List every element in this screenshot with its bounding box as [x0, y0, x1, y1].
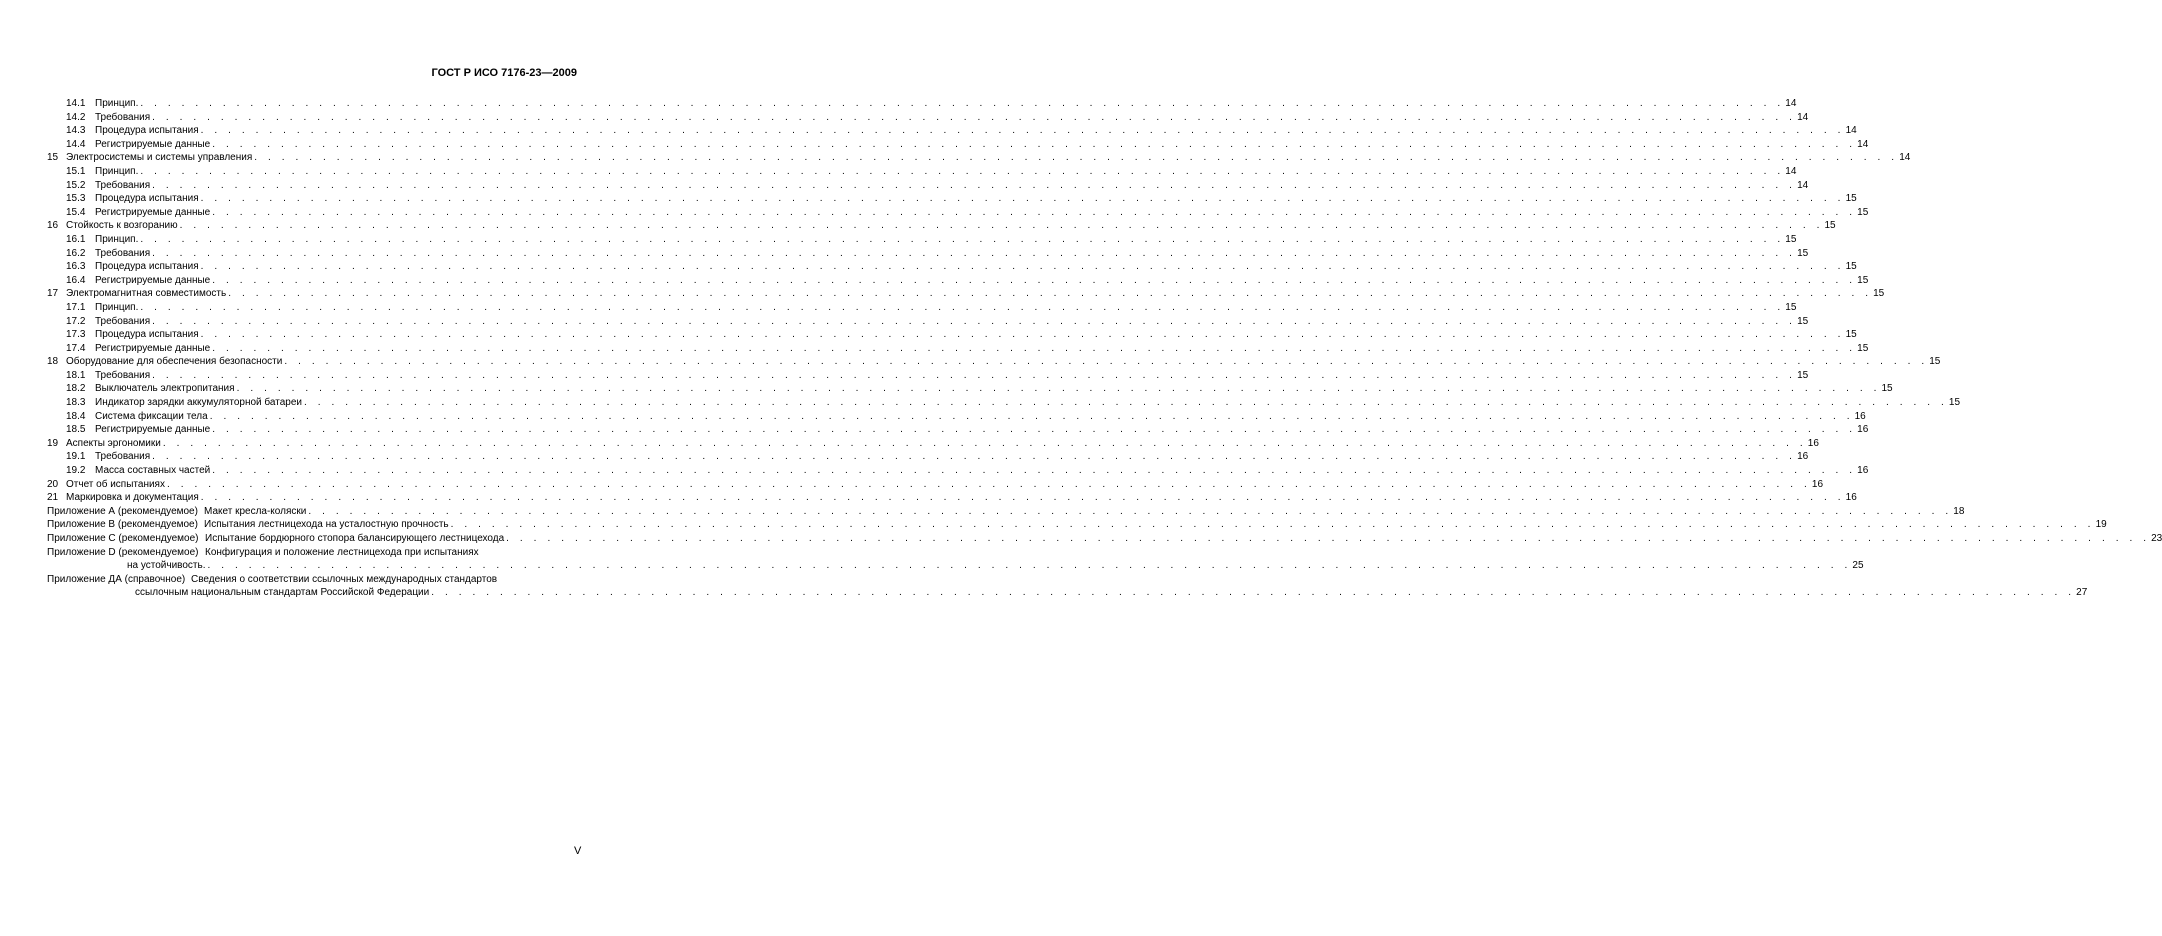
document-code: ГОСТ Р ИСО 7176-23—2009	[431, 67, 577, 79]
appendix-page: 27	[2076, 587, 2088, 599]
toc-entry-title: Процедура испытания	[95, 261, 199, 273]
toc-entry-title: Процедура испытания	[95, 193, 199, 205]
toc-entry-number: 19.2	[66, 465, 86, 477]
toc-entry-title: Требования	[95, 451, 151, 463]
leader-dots: . . . . . . . . . . . . . . . . . . . . . . . . . . . . . . . . . . . . . . . . . . . . . . . . . . . . . . . . . . . . . . . . . . . . . . . . . . . . . . . . . . . . . . . . . . . . . . . . . . . . . . . . . . . . . . . . . . . . . . . .	[200, 125, 1845, 137]
appendix-entry[interactable]	[47, 532, 2162, 546]
toc-entry-number: 14.4	[66, 138, 86, 150]
toc-entry-page: 16	[1857, 465, 1869, 477]
appendix-label: Приложение D (рекомендуемое)	[47, 546, 199, 558]
toc-entry-title: Система фиксации тела	[95, 410, 208, 422]
appendix-label: Приложение С (рекомендуемое)	[47, 533, 199, 544]
toc-entry-page: 16	[1807, 437, 1819, 449]
leader-dots: . . . . . . . . . . . . . . . . . . . . . . . . . . . . . . . . . . . . . . . . . . . . . . . . . . . . . . . . . . . . . . . . . . . . . . . . . . . . . . . . . . . . . . . . . . . . . . . . . . . . . . . . . . . . . . . . . . . . . . . .	[140, 165, 1785, 177]
leader-dots: . . . . . . . . . . . . . . . . . . . . . . . . . . . . . . . . . . . . . . . . . . . . . . . . . . . . . . . . . . . . . . . . . . . . . . . . . . . . . . . . . . . . . . . . . . . . . . . . . . . . . . . . . . . . . . . . . . . . . . . .	[212, 138, 1857, 150]
toc-entry-page: 14	[1797, 179, 1809, 191]
toc-entry-number: 18	[47, 356, 59, 368]
toc-entry-page: 14	[1785, 165, 1797, 177]
toc-entry-title: Требования	[95, 369, 151, 381]
toc-entry-page: 15	[1785, 301, 1797, 313]
leader-dots: . . . . . . . . . . . . . . . . . . . . . . . . . . . . . . . . . . . . . . . . . . . . . . . . . . . . . . . . . . . . . . . . . . . . . . . . . . . . . . . . . . . . . . . . . . . . . . . . . . . . . . . . . . . . . . . . . . . . . . . .	[162, 437, 1807, 449]
toc-entry[interactable]	[47, 410, 1866, 424]
toc-entry-page: 16	[1854, 410, 1866, 422]
leader-dots: . . . . . . . . . . . . . . . . . . . . . . . . . . . . . . . . . . . . . . . . . . . . . . . . . . . . . . . . . . . . . . . . . . . . . . . . . . . . . . . . . . . . . . . . . . . . . . . . . . . . . . . . . . . . . . . . . . . . . . . .	[140, 301, 1785, 313]
toc-entry-page: 15	[1948, 397, 1961, 409]
appendix-title-continued: ссылочным национальным стандартам Российской Федерации	[135, 587, 430, 599]
toc-entry[interactable]	[47, 369, 1809, 383]
table-of-contents	[47, 97, 2162, 600]
toc-entry[interactable]	[47, 151, 1911, 165]
leader-dots: . . . . . . . . . . . . . . . . . . . . . . . . . . . . . . . . . . . . . . . . . . . . . . . . . . . . . . . . . . . . . . . . . . . . . . . . . . . . . . . . . . . . . . . . . . . . . . . . . . . . . . . . . . . . . . . . . . . . . . . .	[152, 111, 1797, 123]
toc-entry-number: 20	[47, 478, 59, 490]
toc-entry-page: 15	[1929, 356, 1941, 368]
leader-dots: . . . . . . . . . . . . . . . . . . . . . . . . . . . . . . . . . . . . . . . . . . . . . . . . . . . . . . . . . . . . . . . . . . . . . . . . . . . . . . . . . . . . . . . . . . . . . . . . . . . . . . . . . . . . . . . . . . . . . . . .	[166, 478, 1811, 490]
toc-entry-number: 17.2	[66, 315, 86, 327]
leader-dots: . . . . . . . . . . . . . . . . . . . . . . . . . . . . . . . . . . . . . . . . . . . . . . . . . . . . . . . . . . . . . . . . . . . . . . . . . . . . . . . . . . . . . . . . . . . . . . . . . . . . . . . . . . . . . . . . . . . . . . . .	[140, 98, 1785, 109]
toc-entry-page: 15	[1797, 247, 1809, 259]
toc-entry[interactable]	[47, 260, 1857, 274]
leader-dots: . . . . . . . . . . . . . . . . . . . . . . . . . . . . . . . . . . . . . . . . . . . . . . . . . . . . . . . . . . . . . . . . . . . . . . . . . . . . . . . . . . . . . . . . . . . . . . . . . . . . . . . . . . . . . . . . . . . . . . . .	[200, 492, 1845, 504]
toc-entry-page: 15	[1797, 315, 1809, 327]
leader-dots: . . . . . . . . . . . . . . . . . . . . . . . . . . . . . . . . . . . . . . . . . . . . . . . . . . . . . . . . . . . . . . . . . . . . . . . . . . . . . . . . . . . . . . . . . . . . . . . . . . . . . . . . . . . . . . . . . . . . . . . .	[212, 424, 1857, 436]
toc-entry-number: 16.1	[66, 233, 86, 245]
toc-entry-title: Принцип.	[95, 165, 139, 177]
toc-entry[interactable]	[47, 138, 1869, 152]
leader-dots: . . . . . . . . . . . . . . . . . . . . . . . . . . . . . . . . . . . . . . . . . . . . . . . . . . . . . . . . . . . . . . . . . . . . . . . . . . . . . . . . . . . . . . . . . . . . . . . . . . . . . . . . . . . . . . . . . . . . . . . .	[236, 383, 1881, 395]
toc-entry[interactable]	[47, 450, 1809, 464]
page-number: V	[574, 845, 582, 857]
toc-entry-title: Требования	[95, 247, 151, 259]
toc-entry-page: 16	[1797, 451, 1809, 463]
appendix-label: Приложение ДА (справочное)	[47, 573, 186, 585]
toc-entry-page: 15	[1857, 274, 1869, 286]
toc-entry-page: 14	[1857, 138, 1869, 150]
leader-dots: . . . . . . . . . . . . . . . . . . . . . . . . . . . . . . . . . . . . . . . . . . . . . . . . . . . . . . . . . . . . . . . . . . . . . . . . . . . . . . . . . . . . . . . . . . . . . . . . . . . . . . . . . . . . . . . . . . . . . . . .	[200, 329, 1845, 341]
toc-entry-page: 14	[1797, 111, 1809, 123]
leader-dots: . . . . . . . . . . . . . . . . . . . . . . . . . . . . . . . . . . . . . . . . . . . . . . . . . . . . . . . . . . . . . . . . . . . . . . . . . . . . . . . . . . . . . . . . . . . . . . . . . . . . . . . . . . . . . . . . . . . . . . . .	[152, 247, 1797, 259]
appendix-entry[interactable]	[47, 573, 2088, 600]
appendix-page: 19	[2095, 519, 2107, 531]
toc-entry-title: Электросистемы и системы управления	[66, 152, 253, 164]
toc-entry-number: 15.3	[66, 193, 86, 205]
leader-dots: . . . . . . . . . . . . . . . . . . . . . . . . . . . . . . . . . . . . . . . . . . . . . . . . . . . . . . . . . . . . . . . . . . . . . . . . . . . . . . . . . . . . . . . . . . . . . . . . . . . . . . . . . . . . . . . . . . . . . . . .	[450, 519, 2095, 531]
appendix-entry[interactable]	[47, 505, 1965, 519]
leader-dots: . . . . . . . . . . . . . . . . . . . . . . . . . . . . . . . . . . . . . . . . . . . . . . . . . . . . . . . . . . . . . . . . . . . . . . . . . . . . . . . . . . . . . . . . . . . . . . . . . . . . . . . . . . . . . . . . . . . . . . . .	[254, 152, 1899, 164]
toc-entry-number: 21	[47, 492, 59, 504]
toc-entry[interactable]	[47, 206, 1869, 220]
toc-entry-number: 19	[47, 437, 59, 449]
leader-dots: . . . . . . . . . . . . . . . . . . . . . . . . . . . . . . . . . . . . . . . . . . . . . . . . . . . . . . . . . . . . . . . . . . . . . . . . . . . . . . . . . . . . . . . . . . . . . . . . . . . . . . . . . . . . . . . . . . . . . . . .	[152, 179, 1797, 191]
leader-dots: . . . . . . . . . . . . . . . . . . . . . . . . . . . . . . . . . . . . . . . . . . . . . . . . . . . . . . . . . . . . . . . . . . . . . . . . . . . . . . . . . . . . . . . . . . . . . . . . . . . . . . . . . . . . . . . . . . . . . . . .	[152, 451, 1797, 463]
leader-dots: . . . . . . . . . . . . . . . . . . . . . . . . . . . . . . . . . . . . . . . . . . . . . . . . . . . . . . . . . . . . . . . . . . . . . . . . . . . . . . . . . . . . . . . . . . . . . . . . . . . . . . . . . . . . . . . . . . . . . . . .	[207, 560, 1852, 572]
appendix-title: Макет кресла-коляски	[204, 505, 307, 517]
toc-entry-page: 15	[1857, 206, 1869, 218]
toc-entry-page: 15	[1845, 193, 1857, 205]
toc-entry[interactable]	[47, 301, 1797, 315]
toc-entry-number: 14.2	[66, 111, 86, 123]
toc-entry-title: Процедура испытания	[95, 125, 199, 137]
leader-dots: . . . . . . . . . . . . . . . . . . . . . . . . . . . . . . . . . . . . . . . . . . . . . . . . . . . . . . . . . . . . . . . . . . . . . . . . . . . . . . . . . . . . . . . . . . . . . . . . . . . . . . . . . . . . . . . . . . . . . . . .	[431, 587, 2076, 599]
leader-dots: . . . . . . . . . . . . . . . . . . . . . . . . . . . . . . . . . . . . . . . . . . . . . . . . . . . . . . . . . . . . . . . . . . . . . . . . . . . . . . . . . . . . . . . . . . . . . . . . . . . . . . . . . . . . . . . . . . . . . . . .	[152, 315, 1797, 327]
appendix-title-continued: на устойчивость.	[127, 560, 206, 572]
toc-entry-page: 16	[1811, 478, 1824, 490]
toc-entry-title: Регистрируемые данные	[95, 424, 211, 436]
toc-entry-number: 17	[47, 288, 59, 300]
leader-dots: . . . . . . . . . . . . . . . . . . . . . . . . . . . . . . . . . . . . . . . . . . . . . . . . . . . . . . . . . . . . . . . . . . . . . . . . . . . . . . . . . . . . . . . . . . . . . . . . . . . . . . . . . . . . . . . . . . . . . . . .	[212, 274, 1857, 286]
toc-entry-page: 15	[1785, 233, 1797, 245]
toc-entry-title: Процедура испытания	[95, 329, 199, 341]
toc-entry-number: 18.3	[66, 397, 86, 409]
toc-entry-number: 15	[47, 152, 59, 164]
toc-entry[interactable]	[47, 179, 1809, 193]
toc-entry[interactable]	[47, 396, 1961, 410]
toc-entry-page: 15	[1845, 329, 1857, 341]
leader-dots: . . . . . . . . . . . . . . . . . . . . . . . . . . . . . . . . . . . . . . . . . . . . . . . . . . . . . . . . . . . . . . . . . . . . . . . . . . . . . . . . . . . . . . . . . . . . . . . . . . . . . . . . . . . . . . . . . . . . . . . .	[284, 356, 1929, 368]
toc-entry-number: 16	[47, 220, 59, 232]
toc-entry-page: 16	[1857, 424, 1869, 436]
appendix-page: 18	[1953, 505, 1965, 517]
toc-entry-page: 15	[1845, 261, 1857, 273]
toc-entry[interactable]	[47, 355, 1941, 369]
toc-entry[interactable]	[47, 437, 1819, 451]
toc-entry-title: Маркировка и документация	[66, 492, 199, 504]
toc-entry[interactable]	[47, 287, 1885, 301]
toc-entry-title: Масса составных частей	[95, 465, 211, 477]
toc-entry[interactable]	[47, 342, 1869, 356]
toc-entry-page: 15	[1857, 342, 1869, 354]
toc-entry-title: Регистрируемые данные	[95, 138, 211, 150]
leader-dots: . . . . . . . . . . . . . . . . . . . . . . . . . . . . . . . . . . . . . . . . . . . . . . . . . . . . . . . . . . . . . . . . . . . . . . . . . . . . . . . . . . . . . . . . . . . . . . . . . . . . . . . . . . . . . . . . . . . . . . . .	[212, 206, 1857, 218]
toc-entry-number: 14.3	[66, 125, 86, 137]
toc-entry-title: Требования	[95, 111, 151, 123]
toc-entry-title: Индикатор зарядки аккумуляторной батареи	[95, 397, 302, 409]
toc-entry[interactable]	[47, 219, 1836, 233]
leader-dots: . . . . . . . . . . . . . . . . . . . . . . . . . . . . . . . . . . . . . . . . . . . . . . . . . . . . . . . . . . . . . . . . . . . . . . . . . . . . . . . . . . . . . . . . . . . . . . . . . . . . . . . . . . . . . . . . . . . . . . . .	[200, 261, 1845, 273]
appendix-entry[interactable]	[47, 518, 2107, 532]
toc-entry[interactable]	[47, 233, 1797, 247]
toc-entry-number: 15.4	[66, 206, 86, 218]
toc-entry-page: 14	[1785, 98, 1797, 109]
toc-entry-title: Регистрируемые данные	[95, 206, 211, 218]
leader-dots: . . . . . . . . . . . . . . . . . . . . . . . . . . . . . . . . . . . . . . . . . . . . . . . . . . . . . . . . . . . . . . . . . . . . . . . . . . . . . . . . . . . . . . . . . . . . . . . . . . . . . . . . . . . . . . . . . . . . . . . .	[212, 465, 1857, 477]
appendix-title: Сведения о соответствии ссылочных международных стандартов	[191, 573, 498, 585]
toc-entry-title: Аспекты эргономики	[66, 437, 161, 449]
toc-entry-title: Отчет об испытаниях	[66, 478, 165, 490]
toc-entry-page: 15	[1881, 383, 1893, 395]
toc-entry-title: Принцип.	[95, 301, 139, 313]
appendix-label: Приложение В (рекомендуемое)	[47, 519, 198, 531]
leader-dots: . . . . . . . . . . . . . . . . . . . . . . . . . . . . . . . . . . . . . . . . . . . . . . . . . . . . . . . . . . . . . . . . . . . . . . . . . . . . . . . . . . . . . . . . . . . . . . . . . . . . . . . . . . . . . . . . . . . . . . . .	[308, 505, 1953, 517]
toc-entry-title: Оборудование для обеспечения безопасности	[66, 356, 283, 368]
toc-entry[interactable]	[47, 464, 1869, 478]
toc-entry-page: 15	[1873, 288, 1885, 300]
toc-entry-page: 14	[1899, 152, 1911, 164]
toc-entry[interactable]	[47, 97, 1797, 111]
leader-dots: . . . . . . . . . . . . . . . . . . . . . . . . . . . . . . . . . . . . . . . . . . . . . . . . . . . . . . . . . . . . . . . . . . . . . . . . . . . . . . . . . . . . . . . . . . . . . . . . . . . . . . . . . . . . . . . . . . . . . . . .	[179, 220, 1824, 232]
toc-entry[interactable]	[47, 165, 1797, 179]
toc-entry[interactable]	[47, 274, 1869, 288]
toc-entry[interactable]	[47, 478, 1824, 492]
toc-entry-number: 14.1	[66, 98, 86, 109]
appendix-title: Конфигурация и положение лестницехода при испытаниях	[205, 546, 479, 558]
toc-entry-number: 18.5	[66, 424, 86, 436]
toc-entry-title: Принцип.	[95, 233, 139, 245]
toc-entry[interactable]	[47, 247, 1809, 261]
leader-dots: . . . . . . . . . . . . . . . . . . . . . . . . . . . . . . . . . . . . . . . . . . . . . . . . . . . . . . . . . . . . . . . . . . . . . . . . . . . . . . . . . . . . . . . . . . . . . . . . . . . . . . . . . . . . . . . . . . . . . . . .	[152, 369, 1797, 381]
toc-entry-number: 18.4	[66, 410, 86, 422]
leader-dots: . . . . . . . . . . . . . . . . . . . . . . . . . . . . . . . . . . . . . . . . . . . . . . . . . . . . . . . . . . . . . . . . . . . . . . . . . . . . . . . . . . . . . . . . . . . . . . . . . . . . . . . . . . . . . . . . . . . . . . . .	[303, 397, 1948, 409]
appendix-page: 25	[1852, 560, 1864, 572]
toc-entry-title: Стойкость к возгоранию	[66, 220, 178, 232]
leader-dots: . . . . . . . . . . . . . . . . . . . . . . . . . . . . . . . . . . . . . . . . . . . . . . . . . . . . . . . . . . . . . . . . . . . . . . . . . . . . . . . . . . . . . . . . . . . . . . . . . . . . . . . . . . . . . . . . . . . . . . . .	[209, 410, 1854, 422]
appendix-page: 23	[2151, 533, 2162, 544]
toc-entry-page: 15	[1797, 369, 1809, 381]
toc-entry-number: 18.1	[66, 369, 86, 381]
toc-entry[interactable]	[47, 382, 1893, 396]
toc-entry-title: Электромагнитная совместимость	[66, 288, 227, 300]
toc-entry[interactable]	[47, 315, 1809, 329]
leader-dots: . . . . . . . . . . . . . . . . . . . . . . . . . . . . . . . . . . . . . . . . . . . . . . . . . . . . . . . . . . . . . . . . . . . . . . . . . . . . . . . . . . . . . . . . . . . . . . . . . . . . . . . . . . . . . . . . . . . . . . . .	[200, 193, 1845, 205]
toc-entry-page: 16	[1845, 492, 1857, 504]
leader-dots: . . . . . . . . . . . . . . . . . . . . . . . . . . . . . . . . . . . . . . . . . . . . . . . . . . . . . . . . . . . . . . . . . . . . . . . . . . . . . . . . . . . . . . . . . . . . . . . . . . . . . . . . . . . . . . . . . . . . . . . .	[212, 342, 1857, 354]
toc-entry[interactable]	[47, 111, 1809, 125]
toc-entry-number: 15.2	[66, 179, 86, 191]
leader-dots: . . . . . . . . . . . . . . . . . . . . . . . . . . . . . . . . . . . . . . . . . . . . . . . . . . . . . . . . . . . . . . . . . . . . . . . . . . . . . . . . . . . . . . . . . . . . . . . . . . . . . . . . . . . . . . . . . . . . . . . .	[140, 233, 1785, 245]
leader-dots: . . . . . . . . . . . . . . . . . . . . . . . . . . . . . . . . . . . . . . . . . . . . . . . . . . . . . . . . . . . . . . . . . . . . . . . . . . . . . . . . . . . . . . . . . . . . . . . . . . . . . . . . . . . . . . . . . . . . . . . .	[506, 533, 2151, 544]
toc-entry-title: Выключатель электропитания	[95, 383, 235, 395]
toc-entry[interactable]	[47, 491, 1857, 505]
toc-entry-number: 17.4	[66, 342, 86, 354]
toc-entry[interactable]	[47, 124, 1857, 138]
toc-entry-number: 18.2	[66, 383, 86, 395]
toc-entry[interactable]	[47, 423, 1869, 437]
toc-entry-number: 19.1	[66, 451, 86, 463]
toc-entry-page: 14	[1845, 125, 1857, 137]
leader-dots: . . . . . . . . . . . . . . . . . . . . . . . . . . . . . . . . . . . . . . . . . . . . . . . . . . . . . . . . . . . . . . . . . . . . . . . . . . . . . . . . . . . . . . . . . . . . . . . . . . . . . . . . . . . . . . . . . . . . . . . .	[228, 288, 1873, 300]
appendix-title: Испытания лестницехода на усталостную прочность	[204, 519, 449, 531]
appendix-title: Испытание бордюрного стопора балансирующего лестницехода	[205, 533, 505, 544]
toc-entry-number: 15.1	[66, 165, 86, 177]
toc-entry-title: Принцип.	[95, 98, 139, 109]
toc-entry-title: Требования	[95, 315, 151, 327]
toc-entry-number: 17.3	[66, 329, 86, 341]
toc-entry-number: 16.4	[66, 274, 86, 286]
toc-entry-number: 17.1	[66, 301, 86, 313]
toc-entry[interactable]	[47, 192, 1857, 206]
appendix-label: Приложение А (рекомендуемое)	[47, 505, 198, 517]
toc-entry-title: Регистрируемые данные	[95, 342, 211, 354]
toc-entry-number: 16.2	[66, 247, 86, 259]
toc-entry-title: Требования	[95, 179, 151, 191]
toc-entry[interactable]	[47, 328, 1857, 342]
toc-entry-page: 15	[1824, 220, 1836, 232]
appendix-entry[interactable]	[47, 546, 1864, 573]
toc-entry-title: Регистрируемые данные	[95, 274, 211, 286]
toc-entry-number: 16.3	[66, 261, 86, 273]
